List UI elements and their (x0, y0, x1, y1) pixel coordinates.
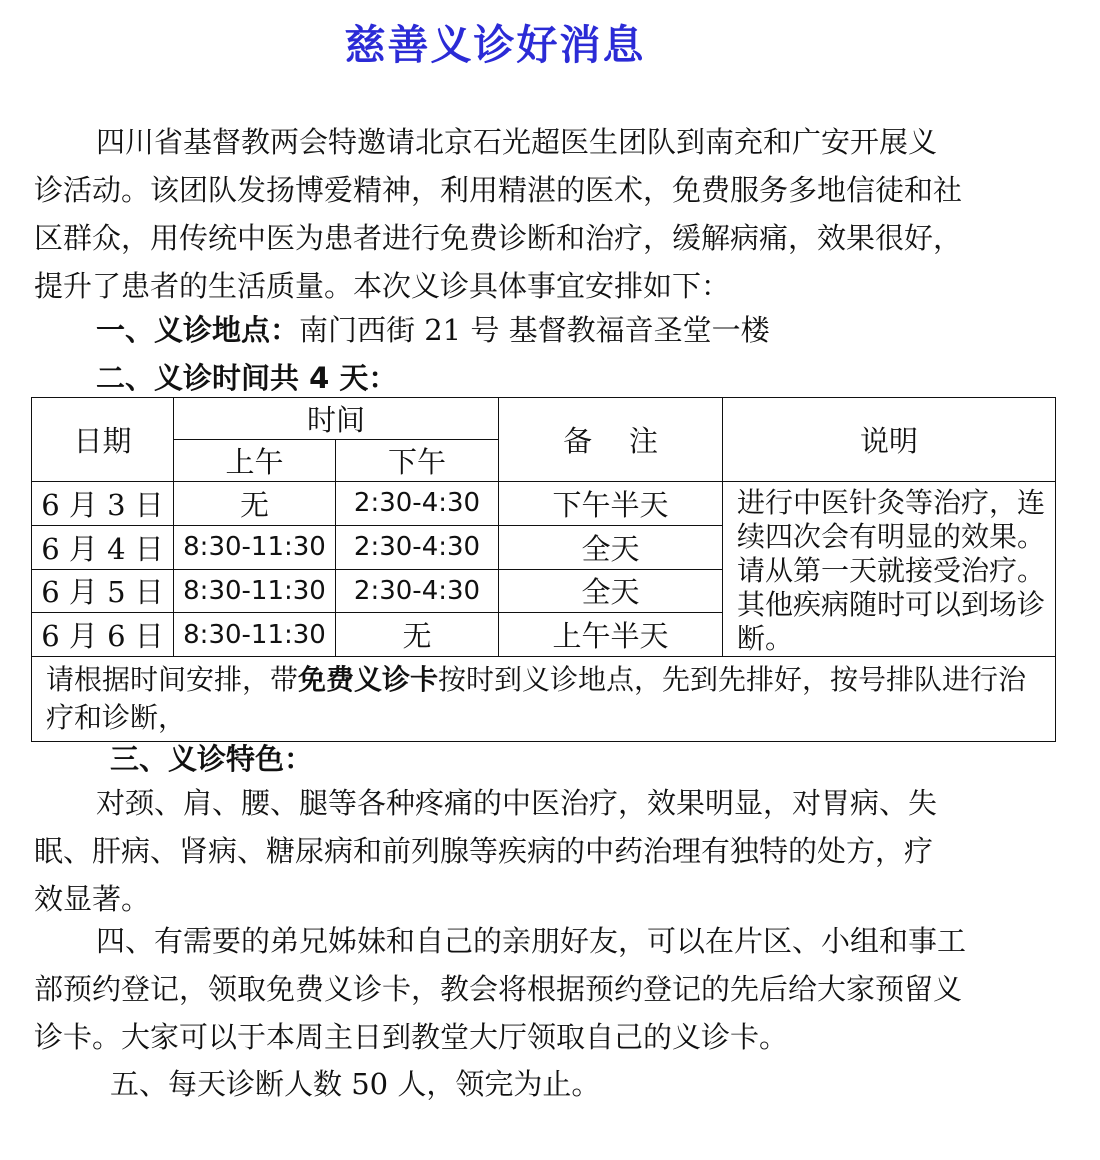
footer-bold: 免费义诊卡 (298, 663, 439, 696)
location-label: 一、义诊地点： (96, 313, 300, 347)
row-remark: 全天 (499, 569, 723, 613)
row-date: 6 月 5 日 (32, 569, 174, 613)
row-pm: 无 (336, 613, 499, 657)
row-am: 8:30-11:30 (174, 569, 336, 613)
features-paragraph: 对颈、肩、腰、腿等各种疼痛的中医治疗，效果明显，对胃病、失眠、肝病、肾病、糖尿病和前列腺等疾病的中药治理有独特的处方，疗效显著。 (34, 786, 938, 916)
header-remark: 备 注 (499, 398, 723, 482)
table-row (32, 482, 1056, 526)
row-pm: 2:30-4:30 (336, 569, 499, 613)
time-heading: 二、义诊时间共 4 天： (96, 361, 398, 395)
footer-pre: 请根据时间安排，带 (46, 663, 299, 696)
row-am: 8:30-11:30 (174, 613, 336, 657)
schedule-table (31, 397, 1056, 742)
row-date: 6 月 3 日 (32, 482, 174, 526)
section5-line: 五、每天诊断人数 50 人，领完为止。 (110, 1067, 601, 1101)
location-value: 南门西街 21 号 基督教福音圣堂一楼 (299, 313, 770, 347)
footer-post: 按时到义诊地点，先到先排好，按号排队进行治疗和诊断， (46, 663, 1027, 734)
header-morning: 上午 (174, 440, 336, 482)
header-desc: 说明 (723, 398, 1056, 482)
row-remark: 全天 (499, 525, 723, 569)
row-remark: 下午半天 (499, 482, 723, 526)
intro-paragraph: 四川省基督教两会特邀请北京石光超医生团队到南充和广安开展义诊活动。该团队发扬博爱精神，利用精湛的医术，免费服务多地信徒和社区群众，用传统中医为患者进行免费诊断和治疗，缓解病痛，效果很好，提升了患者的生活质量。本次义诊具体事宜安排如下： (34, 125, 963, 303)
header-time: 时间 (174, 398, 499, 440)
description-cell: 进行中医针灸等治疗，连续四次会有明显的效果。请从第一天就接受治疗。其他疾病随时可以到场诊断。 (723, 482, 1056, 657)
header-afternoon: 下午 (336, 440, 499, 482)
row-pm: 2:30-4:30 (336, 482, 499, 526)
section4-paragraph: 四、有需要的弟兄姊妹和自己的亲朋好友，可以在片区、小组和事工部预约登记，领取免费义诊卡，教会将根据预约登记的先后给大家预留义诊卡。大家可以于本周主日到教堂大厅领取自己的义诊卡。 (34, 924, 967, 1054)
row-date: 6 月 6 日 (32, 613, 174, 657)
location-line (96, 308, 770, 349)
header-date: 日期 (32, 398, 174, 482)
row-am: 无 (174, 482, 336, 526)
row-date: 6 月 4 日 (32, 525, 174, 569)
features-heading: 三、义诊特色： (110, 742, 314, 776)
row-pm: 2:30-4:30 (336, 525, 499, 569)
row-remark: 上午半天 (499, 613, 723, 657)
table-footer-note (32, 657, 1056, 742)
row-am: 8:30-11:30 (174, 525, 336, 569)
page-title: 慈善义诊好消息 (344, 21, 646, 69)
